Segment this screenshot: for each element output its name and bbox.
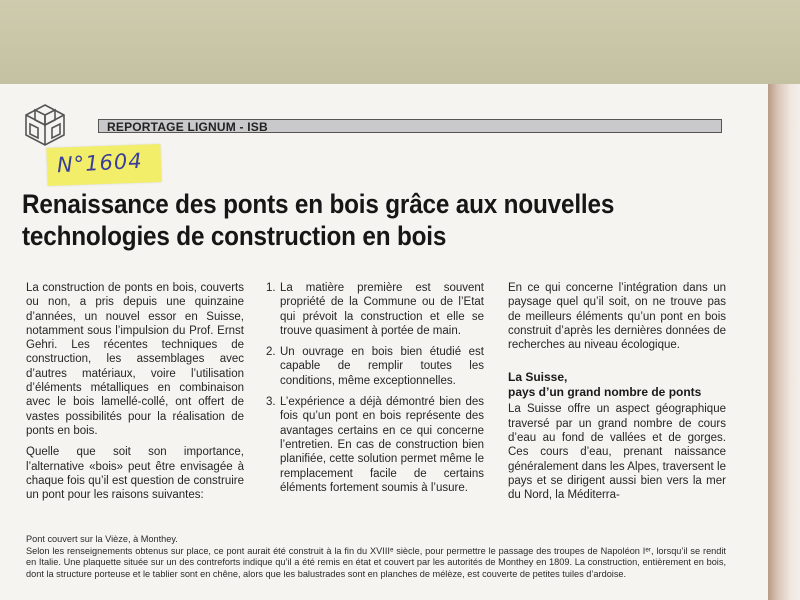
list-number: 2. [266,346,276,359]
subheading [508,370,726,400]
photo-caption [26,534,726,580]
list-item [266,395,484,495]
list-item [266,345,484,388]
article-title [22,188,670,252]
caption-text: Selon les renseignements obtenus sur place, ce pont aurait été construit à la fin du XVIIIᵉ siècle, pour permettre le passage des troupes de Napoléon Iᵉʳ, lorsqu’il se rendit en Italie. Une plaquette située sur un des contreforts indique qu’il a été remis en état et couvert par les autorités de Monthey en 1809. La construction, entièrement en bois, dont la structure porteuse et le tablier sont en chêne, alors que les balustrades sont en planches de mélèze, est couverte de petites tuiles d’ardoise. [26,545,726,579]
page-edge [768,84,800,600]
lignum-logo-icon [22,102,68,148]
title-line-1: Renaissance des ponts en bois grâce aux nouvelles [22,189,615,219]
col3-paragraph-2: La Suisse offre un aspect géographique traversé par un grand nombre de cours d’eau au fond de vallées et de gorges. Ces cours d’eau, prenant naissance généralement dans les Alpes, traversent le pays et se dirigent aussi bien vers la mer du Nord, la Méditerra- [508,403,726,502]
article-column-3 [508,281,726,510]
background-surface [0,0,800,84]
caption-title: Pont couvert sur la Vièze, à Monthey. [26,534,178,544]
list-item [266,281,484,338]
col3-paragraph-1: En ce qui concerne l’intégration dans un paysage quel qu’il soit, on ne trouve pas de meilleurs éléments qu’un pont en bois construit d’après les dernières données de recherches au niveau écologique. [508,282,726,352]
subheading-line-1: La Suisse, [508,370,568,385]
section-header: REPORTAGE LIGNUM - ISB [98,119,722,133]
article-column-2 [266,281,484,502]
sticky-note-text: N°1604 [56,148,144,178]
col1-paragraph-2: Quelle que soit son importance, l’alternative «bois» peut être envisagée à chaque fois qu’il est question de construire un pont pour les raisons suivantes: [26,446,244,502]
list-text: La matière première est souvent propriété de la Commune ou de l’Etat qui prévoit la construction et elle se trouve quasiment à portée de main. [280,282,484,337]
reasons-list [266,281,484,495]
article-column-1 [26,281,244,509]
title-line-2: technologies de construction en bois [22,221,447,251]
list-number: 3. [266,396,276,409]
subheading-line-2: pays d’un grand nombre de ponts [508,385,702,400]
list-text: Un ouvrage en bois bien étudié est capable de remplir toutes les conditions, même exceptionnelles. [280,346,484,387]
list-number: 1. [266,282,276,294]
col1-paragraph-1: La construction de ponts en bois, couverts ou non, a pris depuis une quinzaine d’années, un nouvel essor en Suisse, notamment sous l’impulsion du Prof. Ernst Gehri. Les récentes techniques de construction, les assemblages avec d’autres matériaux, voire l’utilisation d’éléments métalliques en combinaison avec le bois lamellé-collé, ont offert de vastes possibilités pour la réalisation de ponts en bois. [26,282,244,437]
list-text: L’expérience a déjà démontré bien des fois qu’un pont en bois représente des avantages certains en ce qui concerne l’entretien. En cas de construction bien planifiée, cette solution permet même le remplacement facile de certains éléments fortement soumis à l’usure. [280,396,484,494]
